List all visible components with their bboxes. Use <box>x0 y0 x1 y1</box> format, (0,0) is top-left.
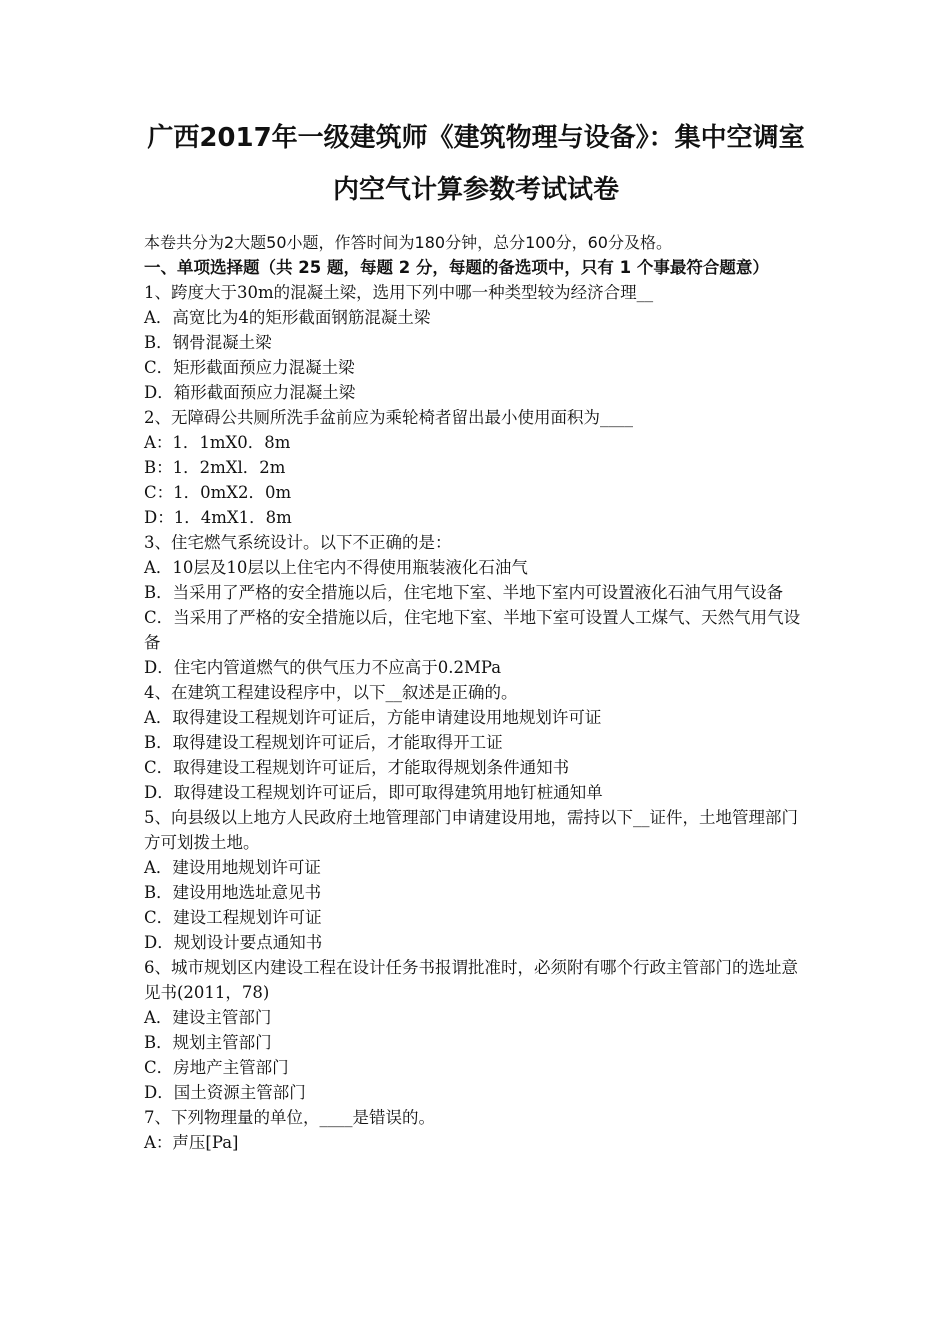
question-text: 4、在建筑工程建设程序中，以下__叙述是正确的。 <box>144 683 518 702</box>
option-item: C．房地产主管部门 <box>144 1058 289 1077</box>
option-item: B．建设用地选址意见书 <box>144 883 322 902</box>
option-item: B．钢骨混凝土梁 <box>144 333 272 352</box>
option-item: A．取得建设工程规划许可证后，方能申请建设用地规划许可证 <box>144 708 602 727</box>
option-item: D：1．4mX1．8m <box>144 508 292 527</box>
option-item: D．国土资源主管部门 <box>144 1083 306 1102</box>
option-item: A．建设主管部门 <box>144 1008 272 1027</box>
option-item: C．建设工程规划许可证 <box>144 908 322 927</box>
question-text: 5、向县级以上地方人民政府土地管理部门申请建设用地，需持以下__证件，土地管理部门方可划拨土地。 <box>144 808 798 852</box>
option-item: C．矩形截面预应力混凝土梁 <box>144 358 355 377</box>
title-line-1: 广西2017年一级建筑师《建筑物理与设备》：集中空调室 <box>147 123 805 153</box>
option-item: A：1．1mX0．8m <box>144 433 291 452</box>
option-item: B．当采用了严格的安全措施以后，住宅地下室、半地下室内可设置液化石油气用气设备 <box>144 583 784 602</box>
option-item: D．住宅内管道燃气的供气压力不应高于0.2MPa <box>144 658 502 677</box>
question-block <box>144 680 808 805</box>
question-text: 7、下列物理量的单位，____是错误的。 <box>144 1108 435 1127</box>
question-text: 2、无障碍公共厕所洗手盆前应为乘轮椅者留出最小使用面积为____ <box>144 408 633 427</box>
document-title <box>144 0 808 216</box>
option-item: A．高宽比为4的矩形截面钢筋混凝土梁 <box>144 308 431 327</box>
question-block <box>144 1105 808 1155</box>
option-item: A：声压[Pa] <box>144 1133 239 1152</box>
option-item: B：1．2mXl．2m <box>144 458 286 477</box>
option-item: D．取得建设工程规划许可证后，即可取得建筑用地钉桩通知单 <box>144 783 603 802</box>
option-item: B．取得建设工程规划许可证后，才能取得开工证 <box>144 733 503 752</box>
section-heading: 一、单项选择题（共 25 题，每题 2 分，每题的备选项中，只有 1 个事最符合题意） <box>144 258 769 277</box>
option-item: C．当采用了严格的安全措施以后，住宅地下室、半地下室可设置人工煤气、天然气用气设备 <box>144 608 801 652</box>
question-block <box>144 405 808 530</box>
option-item: C．取得建设工程规划许可证后，才能取得规划条件通知书 <box>144 758 570 777</box>
option-item: A．建设用地规划许可证 <box>144 858 321 877</box>
question-text: 1、跨度大于30m的混凝土梁，选用下列中哪一种类型较为经济合理__ <box>144 283 654 302</box>
question-list <box>144 280 808 1155</box>
question-block <box>144 280 808 405</box>
question-block <box>144 805 808 955</box>
question-block <box>144 955 808 1105</box>
option-item: D．规划设计要点通知书 <box>144 933 323 952</box>
option-item: B．规划主管部门 <box>144 1033 272 1052</box>
question-text: 6、城市规划区内建设工程在设计任务书报谓批准时，必须附有哪个行政主管部门的选址意见书(2011，78) <box>144 958 798 1002</box>
option-item: C：1．0mX2．0m <box>144 483 292 502</box>
option-item: D．箱形截面预应力混凝土梁 <box>144 383 356 402</box>
question-block <box>144 530 808 680</box>
exam-intro: 本卷共分为2大题50小题，作答时间为180分钟，总分100分，60分及格。 <box>144 233 672 252</box>
title-line-2: 内空气计算参数考试试卷 <box>332 175 619 205</box>
option-item: A．10层及10层以上住宅内不得使用瓶装液化石油气 <box>144 558 528 577</box>
question-text: 3、住宅燃气系统设计。以下不正确的是： <box>144 533 452 552</box>
